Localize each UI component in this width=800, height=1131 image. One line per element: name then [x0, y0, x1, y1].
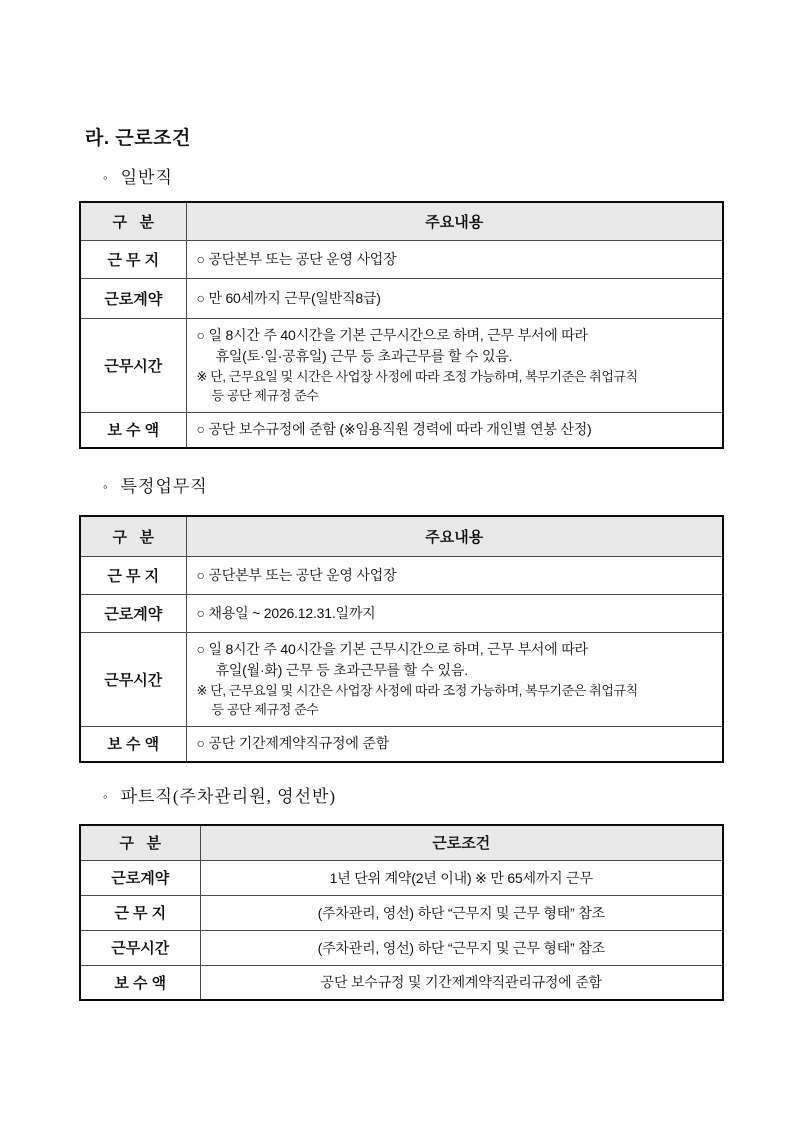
table-specific-conditions	[79, 515, 724, 763]
row-content: 1년 단위 계약(2년 이내) ※ 만 65세까지 근무	[200, 860, 723, 895]
row-label: 근 무 지	[80, 895, 200, 930]
table-row	[80, 278, 723, 318]
table-row	[80, 930, 723, 965]
section-title-specific	[103, 475, 724, 498]
row-content: ○ 공단본부 또는 공단 운영 사업장	[186, 240, 723, 278]
table-parttime-conditions	[79, 824, 724, 1001]
table-row	[80, 240, 723, 278]
document-body	[79, 127, 724, 1001]
section-title-text: 특정업무직	[120, 477, 208, 496]
bullet-icon: ◦	[103, 479, 109, 494]
table-header-row	[80, 202, 723, 240]
row-label: 근 무 지	[80, 240, 186, 278]
content-note-line: ※ 단, 근무요일 및 시간은 사업장 사정에 따라 조정 가능하며, 복무기준은 취업규칙	[196, 682, 638, 698]
content-line: 휴일(토·일·공휴일) 근무 등 초과근무를 할 수 있음.	[215, 347, 513, 364]
row-content: ○ 채용일 ~ 2026.12.31.일까지	[186, 594, 723, 632]
row-content: 공단 보수규정 및 기간제계약직관리규정에 준함	[200, 965, 723, 1000]
content-line: ○ 일 8시간 주 40시간을 기본 근무시간으로 하며, 근무 부서에 따라	[196, 640, 588, 657]
row-content: ○ 공단 기간제계약직규정에 준함	[186, 726, 723, 762]
table-header-row	[80, 825, 723, 860]
header-cell-content: 주요내용	[186, 202, 723, 240]
table-header-row	[80, 516, 723, 556]
row-label: 근로계약	[80, 278, 186, 318]
bullet-icon: ◦	[103, 170, 109, 185]
row-label: 보 수 액	[80, 726, 186, 762]
table-row	[80, 860, 723, 895]
row-content: ○ 만 60세까지 근무(일반직8급)	[186, 278, 723, 318]
table-row	[80, 318, 723, 412]
content-line: 휴일(월·화) 근무 등 초과근무를 할 수 있음.	[215, 661, 468, 678]
section-title-general	[103, 166, 724, 189]
header-cell-category: 구 분	[80, 516, 186, 556]
row-content: (주차관리, 영선) 하단 “근무지 및 근무 형태” 참조	[200, 930, 723, 965]
row-label: 근무시간	[80, 318, 186, 412]
page-title: 라. 근로조건	[85, 128, 191, 149]
section-title-parttime	[103, 785, 724, 808]
table-row	[80, 556, 723, 594]
table-row	[80, 632, 723, 726]
table-row	[80, 895, 723, 930]
row-label: 보 수 액	[80, 412, 186, 448]
header-cell-content: 근로조건	[200, 825, 723, 860]
row-content	[186, 318, 723, 412]
content-note-line: ※ 단, 근무요일 및 시간은 사업장 사정에 따라 조정 가능하며, 복무기준은 취업규칙	[196, 368, 638, 384]
row-content	[186, 632, 723, 726]
table-general-conditions	[79, 201, 724, 449]
row-content: ○ 공단본부 또는 공단 운영 사업장	[186, 556, 723, 594]
header-cell-content: 주요내용	[186, 516, 723, 556]
bullet-icon: ◦	[103, 789, 109, 804]
table-row	[80, 412, 723, 448]
content-note-line: 등 공단 제규정 준수	[211, 388, 319, 403]
row-content: ○ 공단 보수규정에 준함 (※임용직원 경력에 따라 개인별 연봉 산정)	[186, 412, 723, 448]
content-line: ○ 일 8시간 주 40시간을 기본 근무시간으로 하며, 근무 부서에 따라	[196, 326, 588, 343]
content-note-line: 등 공단 제규정 준수	[211, 702, 319, 717]
table-row	[80, 594, 723, 632]
row-label: 근로계약	[80, 860, 200, 895]
row-label: 근무시간	[80, 632, 186, 726]
section-title-text: 일반직	[120, 168, 173, 187]
row-label: 근무시간	[80, 930, 200, 965]
row-label: 근로계약	[80, 594, 186, 632]
header-cell-category: 구 분	[80, 202, 186, 240]
table-row	[80, 726, 723, 762]
header-cell-category: 구 분	[80, 825, 200, 860]
row-label: 근 무 지	[80, 556, 186, 594]
table-row	[80, 965, 723, 1000]
row-label: 보 수 액	[80, 965, 200, 1000]
row-content: (주차관리, 영선) 하단 “근무지 및 근무 형태” 참조	[200, 895, 723, 930]
section-title-text: 파트직(주차관리원, 영선반)	[120, 787, 337, 806]
